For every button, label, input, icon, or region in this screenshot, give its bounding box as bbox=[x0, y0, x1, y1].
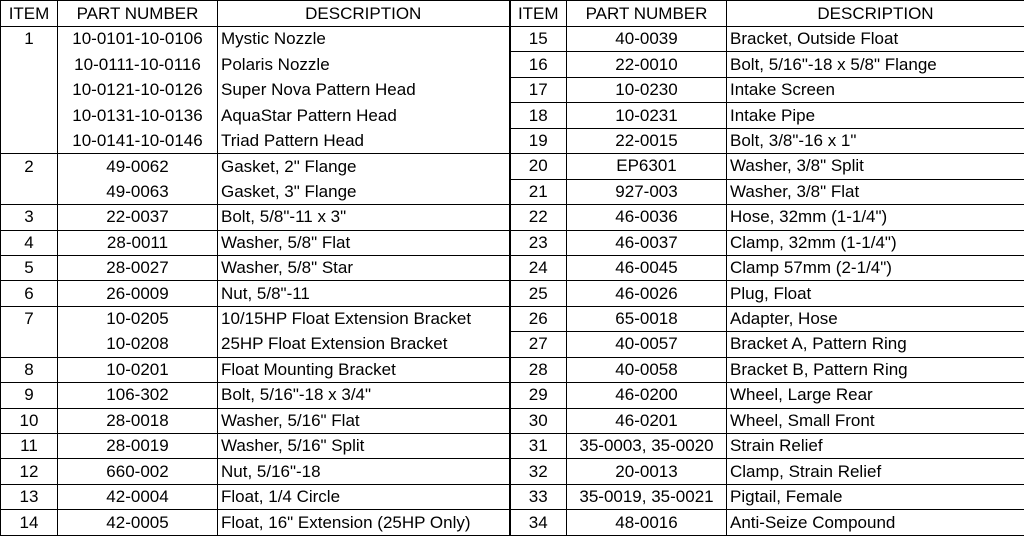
table-row bbox=[1, 408, 1024, 433]
description-cell: 10/15HP Float Extension Bracket bbox=[218, 306, 510, 331]
part-number-cell: 660-002 bbox=[58, 459, 218, 484]
part-number-cell: 10-0231 bbox=[567, 103, 727, 128]
part-number-cell: 40-0058 bbox=[567, 357, 727, 382]
description-cell: Hose, 32mm (1-1/4") bbox=[727, 205, 1024, 230]
item-cell bbox=[1, 332, 58, 357]
table-row bbox=[1, 281, 1024, 306]
item-cell: 10 bbox=[1, 408, 58, 433]
part-number-cell: 46-0200 bbox=[567, 383, 727, 408]
part-number-cell: 40-0039 bbox=[567, 27, 727, 52]
description-cell: Adapter, Hose bbox=[727, 306, 1024, 331]
description-cell: Bolt, 3/8"-16 x 1" bbox=[727, 128, 1024, 153]
header-item-left: ITEM bbox=[1, 1, 58, 27]
description-cell: Bracket A, Pattern Ring bbox=[727, 332, 1024, 357]
item-cell: 15 bbox=[510, 27, 567, 52]
item-cell: 21 bbox=[510, 179, 567, 204]
description-cell: Anti-Seize Compound bbox=[727, 510, 1024, 536]
item-cell: 26 bbox=[510, 306, 567, 331]
description-cell: Float, 1/4 Circle bbox=[218, 484, 510, 509]
description-cell: Bracket, Outside Float bbox=[727, 27, 1024, 52]
item-cell: 3 bbox=[1, 205, 58, 230]
part-number-cell: 10-0111-10-0116 bbox=[58, 52, 218, 77]
item-cell: 19 bbox=[510, 128, 567, 153]
item-cell: 8 bbox=[1, 357, 58, 382]
part-number-cell: 28-0018 bbox=[58, 408, 218, 433]
part-number-cell: 10-0205 bbox=[58, 306, 218, 331]
table-row bbox=[1, 205, 1024, 230]
table-row bbox=[1, 434, 1024, 459]
description-cell: 25HP Float Extension Bracket bbox=[218, 332, 510, 357]
description-cell: Nut, 5/8"-11 bbox=[218, 281, 510, 306]
part-number-cell: 49-0062 bbox=[58, 154, 218, 179]
item-cell: 32 bbox=[510, 459, 567, 484]
part-number-cell: 22-0015 bbox=[567, 128, 727, 153]
part-number-cell: 10-0131-10-0136 bbox=[58, 103, 218, 128]
item-cell: 2 bbox=[1, 154, 58, 179]
header-part-number-left: PART NUMBER bbox=[58, 1, 218, 27]
part-number-cell: 46-0036 bbox=[567, 205, 727, 230]
item-cell: 18 bbox=[510, 103, 567, 128]
description-cell: Intake Screen bbox=[727, 77, 1024, 102]
description-cell: Intake Pipe bbox=[727, 103, 1024, 128]
item-cell: 22 bbox=[510, 205, 567, 230]
item-cell: 11 bbox=[1, 434, 58, 459]
part-number-cell: 22-0010 bbox=[567, 52, 727, 77]
description-cell: Polaris Nozzle bbox=[218, 52, 510, 77]
table-row bbox=[1, 357, 1024, 382]
description-cell: Clamp 57mm (2-1/4") bbox=[727, 255, 1024, 280]
part-number-cell: 10-0230 bbox=[567, 77, 727, 102]
table-row bbox=[1, 306, 1024, 331]
table-row bbox=[1, 128, 1024, 153]
item-cell: 24 bbox=[510, 255, 567, 280]
table-row bbox=[1, 510, 1024, 536]
description-cell: Plug, Float bbox=[727, 281, 1024, 306]
description-cell: Washer, 5/16" Flat bbox=[218, 408, 510, 433]
description-cell: Gasket, 3" Flange bbox=[218, 179, 510, 204]
table-row bbox=[1, 77, 1024, 102]
part-number-cell: 28-0011 bbox=[58, 230, 218, 255]
part-number-cell: 106-302 bbox=[58, 383, 218, 408]
description-cell: Bolt, 5/16"-18 x 3/4" bbox=[218, 383, 510, 408]
part-number-cell: 42-0004 bbox=[58, 484, 218, 509]
table-row bbox=[1, 332, 1024, 357]
description-cell: Bracket B, Pattern Ring bbox=[727, 357, 1024, 382]
part-number-cell: 46-0045 bbox=[567, 255, 727, 280]
item-cell: 33 bbox=[510, 484, 567, 509]
part-number-cell: 49-0063 bbox=[58, 179, 218, 204]
part-number-cell: 35-0019, 35-0021 bbox=[567, 484, 727, 509]
item-cell bbox=[1, 103, 58, 128]
table-row bbox=[1, 52, 1024, 77]
description-cell: Washer, 3/8" Flat bbox=[727, 179, 1024, 204]
item-cell: 20 bbox=[510, 154, 567, 179]
description-cell: Washer, 5/16" Split bbox=[218, 434, 510, 459]
item-cell: 25 bbox=[510, 281, 567, 306]
item-cell: 13 bbox=[1, 484, 58, 509]
part-number-cell: 10-0121-10-0126 bbox=[58, 77, 218, 102]
part-number-cell: 40-0057 bbox=[567, 332, 727, 357]
item-cell bbox=[1, 128, 58, 153]
part-number-cell: 10-0201 bbox=[58, 357, 218, 382]
header-row bbox=[1, 1, 1024, 27]
part-number-cell: 20-0013 bbox=[567, 459, 727, 484]
item-cell: 12 bbox=[1, 459, 58, 484]
part-number-cell: 10-0141-10-0146 bbox=[58, 128, 218, 153]
item-cell: 1 bbox=[1, 27, 58, 52]
part-number-cell: 22-0037 bbox=[58, 205, 218, 230]
item-cell: 14 bbox=[1, 510, 58, 536]
table-row bbox=[1, 103, 1024, 128]
description-cell: AquaStar Pattern Head bbox=[218, 103, 510, 128]
description-cell: Clamp, 32mm (1-1/4") bbox=[727, 230, 1024, 255]
table-row bbox=[1, 27, 1024, 52]
part-number-cell: 65-0018 bbox=[567, 306, 727, 331]
item-cell: 7 bbox=[1, 306, 58, 331]
header-description-left: DESCRIPTION bbox=[218, 1, 510, 27]
description-cell: Bolt, 5/16"-18 x 5/8" Flange bbox=[727, 52, 1024, 77]
part-number-cell: 10-0208 bbox=[58, 332, 218, 357]
table-row bbox=[1, 154, 1024, 179]
description-cell: Clamp, Strain Relief bbox=[727, 459, 1024, 484]
description-cell: Wheel, Small Front bbox=[727, 408, 1024, 433]
description-cell: Washer, 5/8" Flat bbox=[218, 230, 510, 255]
item-cell: 34 bbox=[510, 510, 567, 536]
part-number-cell: 42-0005 bbox=[58, 510, 218, 536]
item-cell: 4 bbox=[1, 230, 58, 255]
table-row bbox=[1, 179, 1024, 204]
description-cell: Super Nova Pattern Head bbox=[218, 77, 510, 102]
item-cell: 23 bbox=[510, 230, 567, 255]
part-number-cell: EP6301 bbox=[567, 154, 727, 179]
header-item-right: ITEM bbox=[510, 1, 567, 27]
item-cell: 31 bbox=[510, 434, 567, 459]
item-cell: 28 bbox=[510, 357, 567, 382]
description-cell: Washer, 5/8" Star bbox=[218, 255, 510, 280]
description-cell: Bolt, 5/8"-11 x 3" bbox=[218, 205, 510, 230]
description-cell: Float Mounting Bracket bbox=[218, 357, 510, 382]
description-cell: Washer, 3/8" Split bbox=[727, 154, 1024, 179]
table-row bbox=[1, 383, 1024, 408]
part-number-cell: 26-0009 bbox=[58, 281, 218, 306]
description-cell: Nut, 5/16"-18 bbox=[218, 459, 510, 484]
description-cell: Wheel, Large Rear bbox=[727, 383, 1024, 408]
part-number-cell: 10-0101-10-0106 bbox=[58, 27, 218, 52]
item-cell: 30 bbox=[510, 408, 567, 433]
part-number-cell: 46-0201 bbox=[567, 408, 727, 433]
item-cell bbox=[1, 179, 58, 204]
part-number-cell: 48-0016 bbox=[567, 510, 727, 536]
description-cell: Pigtail, Female bbox=[727, 484, 1024, 509]
header-description-right: DESCRIPTION bbox=[727, 1, 1024, 27]
item-cell bbox=[1, 77, 58, 102]
description-cell: Mystic Nozzle bbox=[218, 27, 510, 52]
description-cell: Gasket, 2" Flange bbox=[218, 154, 510, 179]
part-number-cell: 927-003 bbox=[567, 179, 727, 204]
item-cell: 5 bbox=[1, 255, 58, 280]
part-number-cell: 28-0019 bbox=[58, 434, 218, 459]
item-cell: 17 bbox=[510, 77, 567, 102]
part-number-cell: 46-0037 bbox=[567, 230, 727, 255]
part-number-cell: 35-0003, 35-0020 bbox=[567, 434, 727, 459]
table-row bbox=[1, 255, 1024, 280]
table-row bbox=[1, 484, 1024, 509]
table-row bbox=[1, 459, 1024, 484]
part-number-cell: 28-0027 bbox=[58, 255, 218, 280]
item-cell: 29 bbox=[510, 383, 567, 408]
item-cell: 16 bbox=[510, 52, 567, 77]
part-number-cell: 46-0026 bbox=[567, 281, 727, 306]
description-cell: Float, 16" Extension (25HP Only) bbox=[218, 510, 510, 536]
description-cell: Strain Relief bbox=[727, 434, 1024, 459]
item-cell: 6 bbox=[1, 281, 58, 306]
item-cell: 27 bbox=[510, 332, 567, 357]
item-cell: 9 bbox=[1, 383, 58, 408]
item-cell bbox=[1, 52, 58, 77]
description-cell: Triad Pattern Head bbox=[218, 128, 510, 153]
header-part-number-right: PART NUMBER bbox=[567, 1, 727, 27]
table-row bbox=[1, 230, 1024, 255]
